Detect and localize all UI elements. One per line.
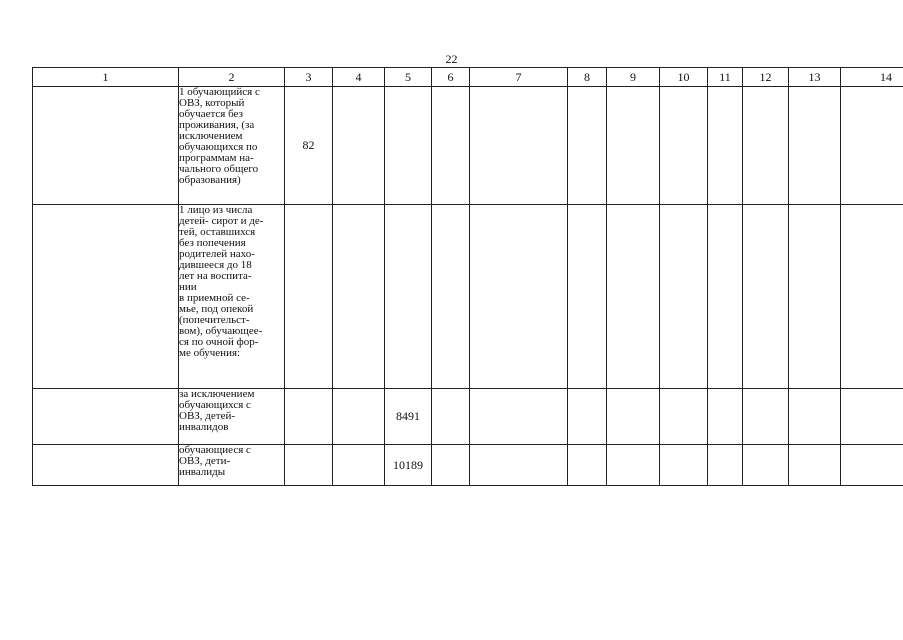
empty-cell	[470, 389, 568, 445]
value-cell-col5: 10189	[385, 445, 432, 486]
empty-cell	[743, 389, 789, 445]
empty-cell	[333, 87, 385, 205]
empty-cell	[432, 205, 470, 389]
empty-cell	[841, 87, 903, 205]
empty-cell	[470, 87, 568, 205]
empty-cell	[841, 389, 903, 445]
empty-cell	[333, 445, 385, 486]
table-row	[33, 445, 903, 486]
column-header: 14	[841, 68, 903, 87]
empty-cell	[432, 87, 470, 205]
empty-cell	[841, 445, 903, 486]
empty-cell	[841, 205, 903, 389]
empty-cell	[708, 445, 743, 486]
empty-cell	[33, 205, 179, 389]
empty-cell	[470, 205, 568, 389]
empty-cell	[789, 445, 841, 486]
empty-cell	[568, 445, 607, 486]
empty-cell	[568, 87, 607, 205]
row-description: 1 обучающийся с ОВЗ, который обучается без проживания, (за исключением обучающихся по программам на- чального общего образования)	[179, 87, 285, 205]
page-number: 22	[445, 52, 458, 66]
column-header: 1	[33, 68, 179, 87]
empty-cell	[333, 205, 385, 389]
empty-cell	[33, 389, 179, 445]
column-header: 9	[607, 68, 660, 87]
empty-cell	[660, 389, 708, 445]
empty-cell	[743, 87, 789, 205]
column-header: 11	[708, 68, 743, 87]
row-description: за исключением обучающихся с ОВЗ, детей- инвалидов	[179, 389, 285, 445]
column-header: 3	[285, 68, 333, 87]
empty-cell	[470, 445, 568, 486]
empty-cell	[33, 87, 179, 205]
empty-cell	[708, 205, 743, 389]
value-cell-col3	[285, 445, 333, 486]
empty-cell	[660, 87, 708, 205]
value-cell-col5	[385, 205, 432, 389]
empty-cell	[333, 389, 385, 445]
empty-cell	[432, 445, 470, 486]
column-header: 7	[470, 68, 568, 87]
empty-cell	[708, 389, 743, 445]
column-number-row	[33, 68, 903, 87]
row-description: обучающиеся с ОВЗ, дети- инвалиды	[179, 445, 285, 486]
value-cell-col3	[285, 389, 333, 445]
empty-cell	[789, 87, 841, 205]
table-row	[33, 205, 903, 389]
empty-cell	[743, 445, 789, 486]
empty-cell	[607, 445, 660, 486]
empty-cell	[743, 205, 789, 389]
value-cell-col3: 82	[285, 87, 333, 205]
empty-cell	[789, 205, 841, 389]
empty-cell	[568, 389, 607, 445]
empty-cell	[660, 205, 708, 389]
empty-cell	[568, 205, 607, 389]
column-header: 2	[179, 68, 285, 87]
empty-cell	[607, 389, 660, 445]
value-cell-col3	[285, 205, 333, 389]
empty-cell	[607, 87, 660, 205]
table-row	[33, 87, 903, 205]
empty-cell	[708, 87, 743, 205]
row-description: 1 лицо из числа детей- сирот и де- тей, оставшихся без попечения родителей нахо- дившееся до 18 лет на воспита- нии в приемной се- мье, под опекой (попечительст- вом), обучающее- ся по очной фор- ме обучения:	[179, 205, 285, 389]
value-cell-col5: 8491	[385, 389, 432, 445]
value-cell-col5	[385, 87, 432, 205]
column-header: 10	[660, 68, 708, 87]
table-row	[33, 389, 903, 445]
empty-cell	[660, 445, 708, 486]
column-header: 6	[432, 68, 470, 87]
empty-cell	[607, 205, 660, 389]
column-header: 4	[333, 68, 385, 87]
empty-cell	[33, 445, 179, 486]
empty-cell	[432, 389, 470, 445]
column-header: 12	[743, 68, 789, 87]
column-header: 5	[385, 68, 432, 87]
column-header: 8	[568, 68, 607, 87]
data-table	[32, 67, 903, 486]
empty-cell	[789, 389, 841, 445]
column-header: 13	[789, 68, 841, 87]
